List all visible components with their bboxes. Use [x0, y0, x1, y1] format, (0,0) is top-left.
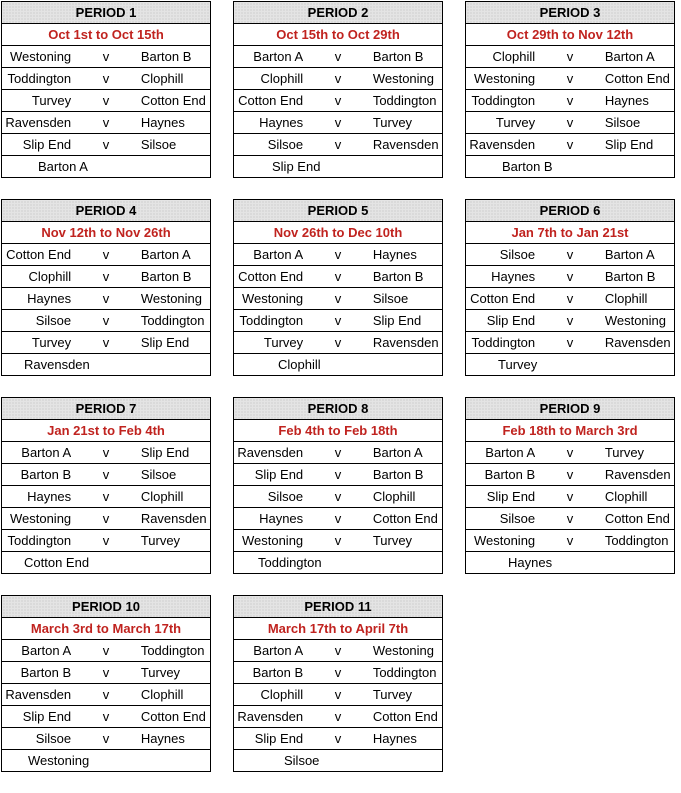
period-title: PERIOD 8 — [234, 398, 443, 420]
fixture-row — [466, 244, 675, 266]
fixture-row — [234, 684, 443, 706]
away-team: Barton B — [373, 464, 443, 486]
fixture-row — [2, 288, 211, 310]
away-team: Toddington — [605, 530, 675, 552]
versus-label: v — [535, 486, 605, 508]
versus-label: v — [71, 442, 141, 464]
period-11-table — [233, 595, 443, 772]
home-team: Barton A — [234, 244, 304, 266]
bye-team — [2, 750, 211, 772]
fixture-row — [234, 662, 443, 684]
fixture-row — [2, 706, 211, 728]
versus-label: v — [71, 244, 141, 266]
home-team: Turvey — [2, 90, 72, 112]
fixture-row — [466, 288, 675, 310]
versus-label: v — [303, 90, 373, 112]
versus-label: v — [303, 68, 373, 90]
period-dates: Oct 15th to Oct 29th — [234, 24, 443, 46]
home-team: Turvey — [234, 332, 304, 354]
fixture-row — [466, 464, 675, 486]
fixture-row — [2, 662, 211, 684]
versus-label: v — [71, 134, 141, 156]
period-1-table — [1, 1, 211, 178]
period-title: PERIOD 1 — [2, 2, 211, 24]
home-team: Toddington — [234, 310, 304, 332]
home-team: Ravensden — [234, 442, 304, 464]
fixture-row — [234, 90, 443, 112]
bye-team — [466, 156, 675, 178]
away-team: Turvey — [373, 530, 443, 552]
versus-label: v — [303, 728, 373, 750]
bye-team-label: Slip End — [272, 159, 321, 174]
fixture-row — [2, 310, 211, 332]
versus-label: v — [535, 112, 605, 134]
away-team: Ravensden — [141, 508, 211, 530]
bye-team-label: Ravensden — [24, 357, 90, 372]
home-team: Silsoe — [466, 508, 536, 530]
home-team: Ravensden — [466, 134, 536, 156]
bye-team — [234, 552, 443, 574]
period-title: PERIOD 5 — [234, 200, 443, 222]
away-team: Haynes — [373, 728, 443, 750]
home-team: Silsoe — [234, 486, 304, 508]
fixture-row — [234, 288, 443, 310]
away-team: Westoning — [141, 288, 211, 310]
away-team: Barton A — [141, 244, 211, 266]
period-dates: Feb 18th to March 3rd — [466, 420, 675, 442]
fixture-row — [2, 508, 211, 530]
away-team: Turvey — [141, 662, 211, 684]
fixture-row — [466, 332, 675, 354]
away-team: Silsoe — [141, 134, 211, 156]
fixture-row — [234, 46, 443, 68]
away-team: Ravensden — [605, 332, 675, 354]
versus-label: v — [303, 706, 373, 728]
away-team: Westoning — [373, 640, 443, 662]
away-team: Slip End — [141, 442, 211, 464]
home-team: Clophill — [466, 46, 536, 68]
home-team: Ravensden — [2, 112, 72, 134]
bye-team — [2, 354, 211, 376]
away-team: Westoning — [605, 310, 675, 332]
home-team: Slip End — [2, 706, 72, 728]
fixture-row — [234, 640, 443, 662]
period-dates: Nov 12th to Nov 26th — [2, 222, 211, 244]
fixture-row — [234, 530, 443, 552]
away-team: Haynes — [141, 112, 211, 134]
versus-label: v — [535, 464, 605, 486]
home-team: Clophill — [234, 68, 304, 90]
versus-label: v — [303, 442, 373, 464]
fixture-row — [2, 728, 211, 750]
fixture-row — [2, 464, 211, 486]
away-team: Toddington — [373, 90, 443, 112]
versus-label: v — [303, 530, 373, 552]
period-dates: March 17th to April 7th — [234, 618, 443, 640]
home-team: Slip End — [234, 728, 304, 750]
away-team: Clophill — [141, 68, 211, 90]
period-10-table — [1, 595, 211, 772]
away-team: Slip End — [605, 134, 675, 156]
away-team: Cotton End — [141, 706, 211, 728]
home-team: Turvey — [466, 112, 536, 134]
fixture-row — [466, 134, 675, 156]
bye-team-label: Clophill — [278, 357, 321, 372]
versus-label: v — [71, 332, 141, 354]
fixture-row — [2, 46, 211, 68]
away-team: Silsoe — [373, 288, 443, 310]
fixture-row — [234, 486, 443, 508]
fixture-row — [2, 332, 211, 354]
period-title: PERIOD 10 — [2, 596, 211, 618]
bye-team-label: Turvey — [498, 357, 538, 372]
fixture-row — [234, 112, 443, 134]
bye-team — [466, 354, 675, 376]
versus-label: v — [71, 68, 141, 90]
period-4-table — [1, 199, 211, 376]
home-team: Cotton End — [234, 90, 304, 112]
period-8-table — [233, 397, 443, 574]
away-team: Clophill — [605, 486, 675, 508]
home-team: Cotton End — [234, 266, 304, 288]
away-team: Barton A — [605, 46, 675, 68]
home-team: Clophill — [2, 266, 72, 288]
fixture-row — [2, 244, 211, 266]
away-team: Silsoe — [605, 112, 675, 134]
home-team: Toddington — [2, 530, 72, 552]
versus-label: v — [71, 266, 141, 288]
versus-label: v — [303, 288, 373, 310]
fixture-row — [234, 464, 443, 486]
versus-label: v — [71, 728, 141, 750]
period-title: PERIOD 11 — [234, 596, 443, 618]
away-team: Silsoe — [141, 464, 211, 486]
home-team: Barton A — [2, 640, 72, 662]
home-team: Haynes — [234, 508, 304, 530]
away-team: Barton B — [141, 46, 211, 68]
versus-label: v — [303, 464, 373, 486]
fixture-row — [2, 442, 211, 464]
home-team: Haynes — [2, 486, 72, 508]
bye-team-label: Westoning — [28, 753, 90, 768]
versus-label: v — [535, 46, 605, 68]
away-team: Barton B — [141, 266, 211, 288]
versus-label: v — [71, 684, 141, 706]
away-team: Toddington — [141, 640, 211, 662]
fixture-row — [466, 266, 675, 288]
bye-team-label: Barton B — [502, 159, 553, 174]
away-team: Turvey — [373, 112, 443, 134]
home-team: Westoning — [2, 46, 72, 68]
home-team: Toddington — [466, 90, 536, 112]
versus-label: v — [535, 530, 605, 552]
home-team: Barton B — [2, 464, 72, 486]
versus-label: v — [71, 662, 141, 684]
bye-team-label: Haynes — [508, 555, 553, 570]
away-team: Westoning — [373, 68, 443, 90]
away-team: Barton A — [605, 244, 675, 266]
fixture-row — [234, 68, 443, 90]
away-team: Turvey — [373, 684, 443, 706]
away-team: Toddington — [373, 662, 443, 684]
home-team: Slip End — [466, 486, 536, 508]
versus-label: v — [303, 332, 373, 354]
versus-label: v — [71, 640, 141, 662]
versus-label: v — [71, 112, 141, 134]
home-team: Slip End — [466, 310, 536, 332]
period-title: PERIOD 7 — [2, 398, 211, 420]
home-team: Silsoe — [2, 728, 72, 750]
home-team: Turvey — [2, 332, 72, 354]
period-title: PERIOD 3 — [466, 2, 675, 24]
away-team: Barton B — [605, 266, 675, 288]
away-team: Toddington — [141, 310, 211, 332]
fixture-row — [2, 684, 211, 706]
fixture-row — [2, 134, 211, 156]
home-team: Cotton End — [466, 288, 536, 310]
versus-label: v — [71, 288, 141, 310]
versus-label: v — [303, 46, 373, 68]
away-team: Haynes — [605, 90, 675, 112]
away-team: Barton B — [373, 46, 443, 68]
fixture-row — [466, 112, 675, 134]
home-team: Ravensden — [234, 706, 304, 728]
bye-team-label: Toddington — [258, 555, 322, 570]
away-team: Slip End — [141, 332, 211, 354]
away-team: Cotton End — [605, 508, 675, 530]
away-team: Barton A — [373, 442, 443, 464]
away-team: Cotton End — [373, 706, 443, 728]
period-5-table — [233, 199, 443, 376]
versus-label: v — [535, 134, 605, 156]
fixture-row — [466, 46, 675, 68]
fixture-row — [2, 112, 211, 134]
period-2-table — [233, 1, 443, 178]
away-team: Cotton End — [373, 508, 443, 530]
period-title: PERIOD 6 — [466, 200, 675, 222]
home-team: Silsoe — [2, 310, 72, 332]
period-3-table — [465, 1, 675, 178]
fixture-row — [234, 244, 443, 266]
away-team: Clophill — [373, 486, 443, 508]
fixture-row — [234, 134, 443, 156]
home-team: Toddington — [2, 68, 72, 90]
versus-label: v — [535, 90, 605, 112]
fixture-row — [234, 266, 443, 288]
versus-label: v — [303, 266, 373, 288]
bye-team — [466, 552, 675, 574]
home-team: Silsoe — [466, 244, 536, 266]
fixture-row — [466, 90, 675, 112]
home-team: Haynes — [234, 112, 304, 134]
versus-label: v — [535, 442, 605, 464]
fixture-row — [2, 90, 211, 112]
period-9-table — [465, 397, 675, 574]
versus-label: v — [303, 662, 373, 684]
fixture-row — [234, 310, 443, 332]
versus-label: v — [71, 90, 141, 112]
fixture-row — [2, 486, 211, 508]
away-team: Ravensden — [605, 464, 675, 486]
period-title: PERIOD 4 — [2, 200, 211, 222]
versus-label: v — [535, 508, 605, 530]
period-6-table — [465, 199, 675, 376]
bye-team — [234, 750, 443, 772]
home-team: Westoning — [234, 288, 304, 310]
period-dates: Feb 4th to Feb 18th — [234, 420, 443, 442]
home-team: Slip End — [2, 134, 72, 156]
bye-team — [2, 552, 211, 574]
home-team: Barton A — [2, 442, 72, 464]
fixture-row — [2, 640, 211, 662]
fixture-row — [234, 706, 443, 728]
away-team: Barton B — [373, 266, 443, 288]
away-team: Ravensden — [373, 134, 443, 156]
home-team: Toddington — [466, 332, 536, 354]
home-team: Barton B — [466, 464, 536, 486]
home-team: Westoning — [466, 530, 536, 552]
home-team: Westoning — [234, 530, 304, 552]
fixture-row — [466, 442, 675, 464]
bye-team — [234, 156, 443, 178]
period-title: PERIOD 2 — [234, 2, 443, 24]
versus-label: v — [303, 112, 373, 134]
versus-label: v — [71, 486, 141, 508]
versus-label: v — [535, 288, 605, 310]
home-team: Westoning — [2, 508, 72, 530]
versus-label: v — [303, 244, 373, 266]
home-team: Barton A — [234, 46, 304, 68]
fixture-row — [466, 68, 675, 90]
period-dates: Oct 29th to Nov 12th — [466, 24, 675, 46]
fixture-row — [2, 530, 211, 552]
bye-team — [2, 156, 211, 178]
away-team: Clophill — [141, 684, 211, 706]
fixture-row — [234, 728, 443, 750]
versus-label: v — [535, 244, 605, 266]
away-team: Cotton End — [141, 90, 211, 112]
period-dates: March 3rd to March 17th — [2, 618, 211, 640]
fixture-row — [466, 310, 675, 332]
bye-team-label: Cotton End — [24, 555, 90, 570]
home-team: Ravensden — [2, 684, 72, 706]
versus-label: v — [71, 530, 141, 552]
home-team: Clophill — [234, 684, 304, 706]
versus-label: v — [303, 310, 373, 332]
home-team: Barton B — [234, 662, 304, 684]
versus-label: v — [303, 486, 373, 508]
bye-team-label: Barton A — [38, 159, 88, 174]
versus-label: v — [71, 310, 141, 332]
away-team: Turvey — [141, 530, 211, 552]
bye-team — [234, 354, 443, 376]
away-team: Ravensden — [373, 332, 443, 354]
fixture-row — [234, 508, 443, 530]
versus-label: v — [303, 640, 373, 662]
away-team: Clophill — [605, 288, 675, 310]
fixture-row — [234, 332, 443, 354]
fixture-row — [234, 442, 443, 464]
versus-label: v — [71, 464, 141, 486]
versus-label: v — [303, 684, 373, 706]
period-dates: Nov 26th to Dec 10th — [234, 222, 443, 244]
versus-label: v — [535, 68, 605, 90]
versus-label: v — [303, 508, 373, 530]
fixture-row — [466, 486, 675, 508]
home-team: Haynes — [2, 288, 72, 310]
away-team: Slip End — [373, 310, 443, 332]
away-team: Haynes — [373, 244, 443, 266]
period-7-table — [1, 397, 211, 574]
versus-label: v — [71, 706, 141, 728]
home-team: Westoning — [466, 68, 536, 90]
home-team: Barton A — [466, 442, 536, 464]
bye-team-label: Silsoe — [284, 753, 320, 768]
versus-label: v — [303, 134, 373, 156]
home-team: Haynes — [466, 266, 536, 288]
versus-label: v — [71, 46, 141, 68]
home-team: Barton A — [234, 640, 304, 662]
away-team: Cotton End — [605, 68, 675, 90]
versus-label: v — [535, 310, 605, 332]
period-dates: Jan 21st to Feb 4th — [2, 420, 211, 442]
period-dates: Oct 1st to Oct 15th — [2, 24, 211, 46]
fixture-row — [466, 530, 675, 552]
home-team: Barton B — [2, 662, 72, 684]
away-team: Clophill — [141, 486, 211, 508]
versus-label: v — [535, 266, 605, 288]
away-team: Turvey — [605, 442, 675, 464]
fixture-row — [2, 68, 211, 90]
fixture-row — [466, 508, 675, 530]
home-team: Cotton End — [2, 244, 72, 266]
versus-label: v — [71, 508, 141, 530]
period-title: PERIOD 9 — [466, 398, 675, 420]
away-team: Haynes — [141, 728, 211, 750]
fixture-row — [2, 266, 211, 288]
versus-label: v — [535, 332, 605, 354]
home-team: Silsoe — [234, 134, 304, 156]
home-team: Slip End — [234, 464, 304, 486]
period-dates: Jan 7th to Jan 21st — [466, 222, 675, 244]
